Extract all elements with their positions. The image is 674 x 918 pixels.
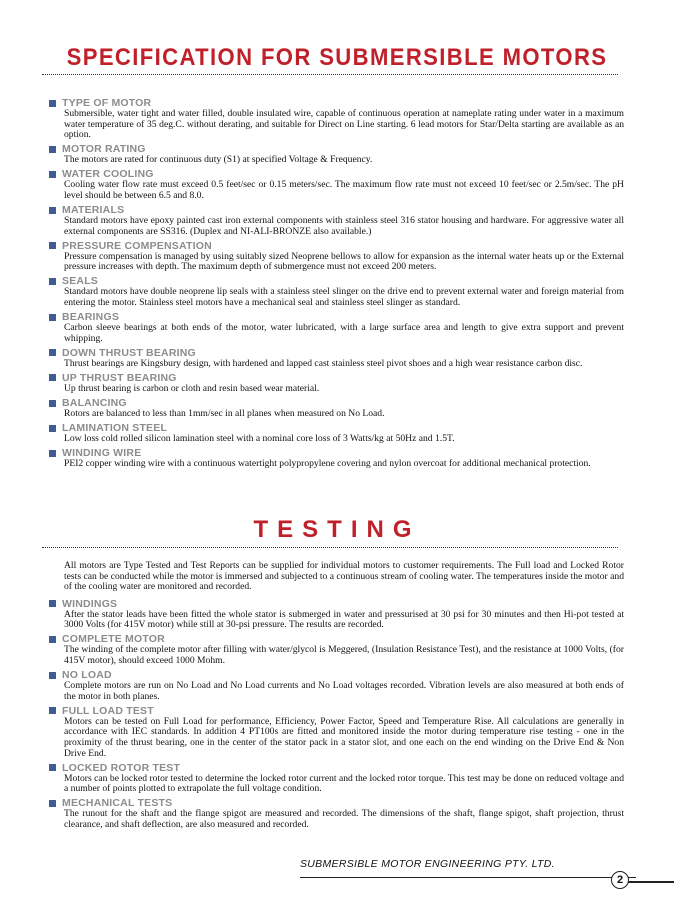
item-heading (42, 598, 624, 610)
square-bullet-icon (49, 242, 56, 249)
square-bullet-icon (49, 425, 56, 432)
section-item (42, 669, 624, 702)
square-bullet-icon (49, 636, 56, 643)
item-text: Motors can be locked rotor tested to determine the locked rotor current and the locked rotor torque. This test may be done on reduced voltage and a number of points plotted to extrapolate the full voltage condition. (64, 772, 624, 795)
section-item (42, 422, 624, 445)
square-bullet-icon (49, 450, 56, 457)
item-title: WINDINGS (62, 597, 118, 610)
section-item (42, 397, 624, 420)
square-bullet-icon (49, 100, 56, 107)
item-text: Low loss cold rolled silicon lamination steel with a nominal core loss of 3 Watts/kg at 50Hz and 1.5T. (64, 433, 455, 445)
item-text: Rotors are balanced to less than 1mm/sec in all planes when measured on No Load. (64, 408, 385, 419)
specification-section (42, 97, 624, 472)
item-text: Motors can be tested on Full Load for performance, Efficiency, Power Factor, Speed and Temperature Rise. All calculations are generally in accordance with IEC standards. In addition 4 PT100s are fitted and monitored inside the motor during temperature rise testing - one in the proximity of the thrust bearing, one in the center of the stator pack in a stator slot, and one each on the end winding on the Drive End & Non Drive End. (64, 715, 624, 759)
testing-divider (42, 547, 618, 548)
footer-rule (300, 877, 636, 878)
square-bullet-icon (49, 707, 56, 714)
item-text: After the stator leads have been fitted the whole stator is submerged in water and pressurised at 30 psi for 30 minutes and then Hi-pot tested at 3000 Volts (for 415V motor) while still at 30-psi pressure. The results are recorded. (64, 608, 624, 631)
item-heading (42, 240, 624, 252)
section-item (42, 633, 624, 666)
item-title: BALANCING (62, 397, 127, 409)
item-title: TYPE OF MOTOR (62, 97, 152, 109)
item-title: DOWN THRUST BEARING (62, 346, 196, 359)
square-bullet-icon (49, 600, 56, 607)
item-text: The winding of the complete motor after filling with water/glycol is Meggered, (Insulation Resistance Test), and the resistance at 1000 Volts, (for 415V motor), should exceed 1000 Mohm. (64, 644, 624, 667)
item-title: WINDING WIRE (62, 447, 142, 460)
section-item (42, 97, 624, 141)
section-item (42, 311, 624, 344)
item-text: The motors are rated for continuous duty (S1) at specified Voltage & Frequency. (64, 154, 373, 166)
testing-intro: All motors are Type Tested and Test Reports can be supplied for individual motors to customer requirements. The Full load and Locked Rotor tests can be conducted while the motor is immersed and subjected to a continuous stream of cooling water. The temperatures inside the motor and of the cooling water are monitored and recorded. (64, 560, 624, 593)
section-item (42, 372, 624, 395)
square-bullet-icon (49, 171, 56, 178)
item-text: Submersible, water tight and water filled, double insulated wire, capable of continuous operation at nameplate rating under water in a maximum water temperature of 35 deg.C. without derating, and suitable for Direct on Line starting. 6 lead motors for Star/Delta starting are available as an option. (64, 108, 624, 141)
section-item (42, 204, 624, 237)
item-title: MOTOR RATING (62, 143, 146, 156)
square-bullet-icon (49, 764, 56, 771)
square-bullet-icon (49, 374, 56, 381)
item-text: Up thrust bearing is carbon or cloth and resin based wear material. (64, 382, 320, 394)
item-text: PEI2 copper winding wire with a continuous watertight polypropylene covering and nylon overcoat for additional mechanical protection. (64, 458, 591, 470)
item-text: Pressure compensation is managed by using suitably sized Neoprene bellows to allow for expansion as the internal water heats up or the External pressure increases with depth. The maximum depth of submergence must not exceed 200 meters. (64, 250, 624, 273)
item-title: COMPLETE MOTOR (62, 633, 165, 646)
item-heading (42, 347, 624, 359)
section-item (42, 168, 624, 201)
square-bullet-icon (49, 800, 56, 807)
square-bullet-icon (49, 672, 56, 679)
item-text: Cooling water flow rate must exceed 0.5 feet/sec or 0.15 meters/sec. The maximum flow rate must not exceed 10 feet/sec or 2.5m/sec. The pH level should be between 6.5 and 8.0. (64, 179, 624, 201)
testing-title: TESTING (253, 516, 421, 543)
item-title: SEALS (62, 275, 99, 288)
section-item (42, 240, 624, 273)
item-title: MECHANICAL TESTS (62, 797, 173, 810)
testing-section (42, 561, 624, 833)
section-item (42, 447, 624, 470)
item-title: LAMINATION STEEL (62, 422, 168, 435)
section-item (42, 275, 624, 308)
square-bullet-icon (49, 278, 56, 285)
item-title: UP THRUST BEARING (62, 371, 177, 384)
company-name: SUBMERSIBLE MOTOR ENGINEERING PTY. LTD. (300, 858, 555, 870)
page-number: 2 (611, 871, 629, 889)
square-bullet-icon (49, 314, 56, 321)
footer-edge-bar (628, 881, 674, 883)
square-bullet-icon (49, 349, 56, 356)
section-item (42, 347, 624, 370)
item-heading (42, 762, 624, 774)
item-title: PRESSURE COMPENSATION (62, 239, 212, 252)
section-item (42, 598, 624, 631)
testing-items (42, 598, 624, 831)
square-bullet-icon (49, 146, 56, 153)
item-title: MATERIALS (62, 204, 125, 217)
item-title: FULL LOAD TEST (62, 704, 154, 717)
item-text: Standard motors have epoxy painted cast iron external components with stainless steel 316 stator housing and hardware. For aggressive water all external components are SS316. (Duplex and NI-ALI-BRONZE also available.) (64, 215, 624, 237)
section-item (42, 705, 624, 759)
square-bullet-icon (49, 400, 56, 407)
title-divider (42, 74, 618, 75)
item-text: Thrust bearings are Kingsbury design, with hardened and lapped cast stainless steel pivot shoes and a high wear resistance carbon disc. (64, 357, 583, 369)
item-title: NO LOAD (62, 669, 112, 682)
item-text: The runout for the shaft and the flange spigot are measured and recorded. The dimensions of the shaft, flange spigot, shaft projection, thrust clearance, and shaft deflection, are also measured and recorded. (64, 808, 624, 830)
section-item (42, 797, 624, 830)
item-text: Carbon sleeve bearings at both ends of the motor, water lubricated, with a large surface area and length to give extra support and prevent whipping. (64, 322, 624, 344)
item-text: Complete motors are run on No Load and No Load currents and No Load voltages recorded. Vibration levels are also measured at both ends of the motor in both planes. (64, 680, 624, 702)
section-item (42, 762, 624, 795)
item-title: BEARINGS (62, 311, 120, 324)
section-item (42, 143, 624, 166)
item-text: Standard motors have double neoprene lip seals with a stainless steel slinger on the drive end to prevent external water and foreign material from entering the motor. Stainless steel motors have a mechanical seal and stainless steel slinger as standard. (64, 286, 624, 309)
item-title: WATER COOLING (62, 168, 154, 181)
square-bullet-icon (49, 207, 56, 214)
page-title: SPECIFICATION FOR SUBMERSIBLE MOTORS (66, 44, 608, 71)
item-title: LOCKED ROTOR TEST (62, 761, 181, 774)
